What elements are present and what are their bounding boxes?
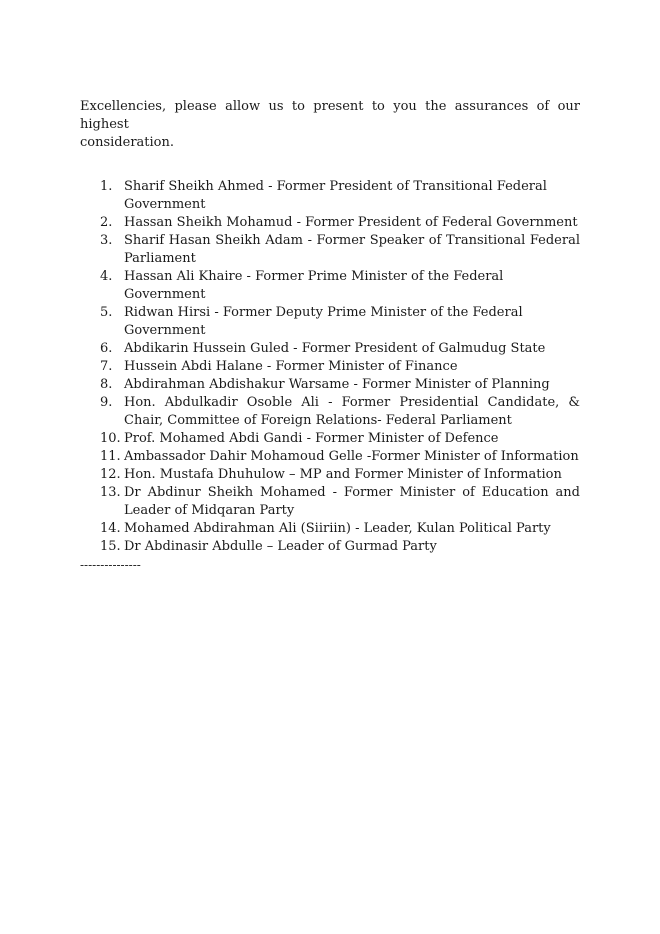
- item-text: Hon. Abdulkadir Osoble Ali - Former Presidential Candidate, & Chair, Committee of Foreign Relations- Federal Parliament: [124, 395, 580, 428]
- item-text: Hassan Sheikh Mohamud - Former President of Federal Government: [124, 215, 578, 230]
- list-item: [80, 358, 580, 376]
- item-text: Ridwan Hirsi - Former Deputy Prime Minister of the Federal Government: [124, 305, 523, 338]
- closing-line-1: Excellencies, please allow us to present to you the assurances of our highest: [80, 99, 580, 132]
- item-number: 13.: [100, 485, 121, 500]
- list-item: [80, 484, 580, 520]
- item-number: 2.: [100, 215, 113, 230]
- item-text: Hon. Mustafa Dhuhulow – MP and Former Minister of Information: [124, 467, 562, 482]
- closing-paragraph: [80, 98, 580, 152]
- item-text: Hussein Abdi Halane - Former Minister of Finance: [124, 359, 458, 374]
- item-number: 7.: [100, 359, 113, 374]
- item-number: 14.: [100, 521, 121, 536]
- closing-line-2: consideration.: [80, 135, 175, 150]
- list-item: [80, 304, 580, 340]
- item-text: Hassan Ali Khaire - Former Prime Minister of the Federal Government: [124, 269, 504, 302]
- item-text: Dr Abdinasir Abdulle – Leader of Gurmad Party: [124, 539, 437, 554]
- item-text: Prof. Mohamed Abdi Gandi - Former Minister of Defence: [124, 431, 499, 446]
- item-number: 6.: [100, 341, 113, 356]
- item-number: 5.: [100, 305, 113, 320]
- document-page: [80, 98, 580, 573]
- item-number: 9.: [100, 395, 113, 410]
- list-item: [80, 340, 580, 358]
- item-text: Sharif Sheikh Ahmed - Former President of Transitional Federal Government: [124, 179, 547, 212]
- item-number: 11.: [100, 449, 121, 464]
- item-number: 15.: [100, 539, 121, 554]
- item-text: Abdirahman Abdishakur Warsame - Former Minister of Planning: [124, 377, 550, 392]
- item-number: 10.: [100, 431, 121, 446]
- list-item: [80, 214, 580, 232]
- item-text: Sharif Hasan Sheikh Adam - Former Speaker of Transitional Federal Parliament: [124, 233, 580, 266]
- item-number: 4.: [100, 269, 113, 284]
- list-item: [80, 538, 580, 556]
- list-item: [80, 520, 580, 538]
- item-text: Dr Abdinur Sheikh Mohamed - Former Minister of Education and Leader of Midqaran Party: [124, 485, 580, 518]
- section-divider: ---------------: [80, 558, 141, 572]
- item-number: 8.: [100, 377, 113, 392]
- item-text: Ambassador Dahir Mohamoud Gelle -Former Minister of Information: [124, 449, 579, 464]
- item-number: 12.: [100, 467, 121, 482]
- list-item: [80, 394, 580, 430]
- item-number: 1.: [100, 179, 113, 194]
- item-text: Mohamed Abdirahman Ali (Siiriin) - Leader, Kulan Political Party: [124, 521, 551, 536]
- list-item: [80, 232, 580, 268]
- list-item: [80, 376, 580, 394]
- item-number: 3.: [100, 233, 113, 248]
- list-item: [80, 448, 580, 466]
- list-item: [80, 178, 580, 214]
- list-item: [80, 268, 580, 304]
- item-text: Abdikarin Hussein Guled - Former President of Galmudug State: [124, 341, 546, 356]
- list-item: [80, 430, 580, 448]
- list-item: [80, 466, 580, 484]
- signatory-list: [80, 178, 580, 556]
